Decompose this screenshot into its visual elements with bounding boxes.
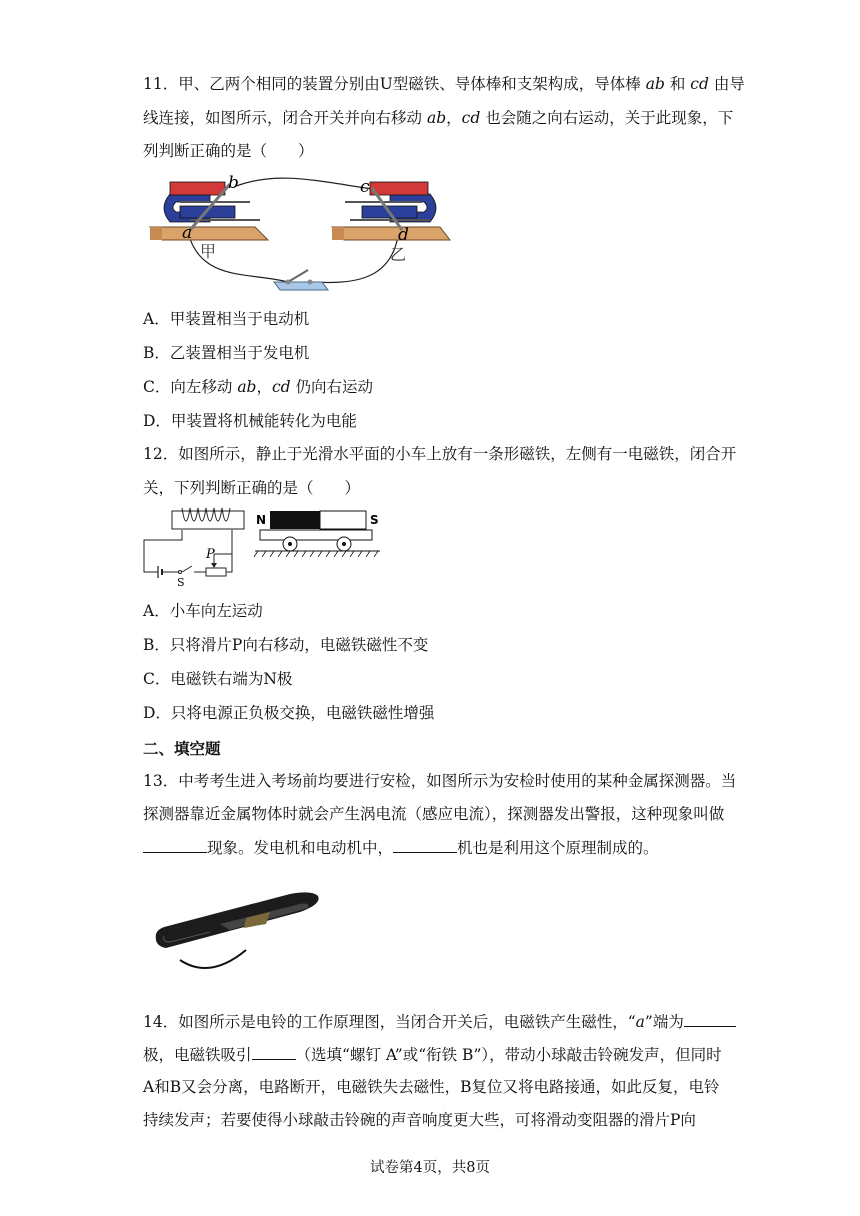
q11-option-a[interactable]: A．甲装置相当于电动机 — [143, 310, 310, 328]
q12-option-a[interactable]: A．小车向左运动 — [143, 602, 263, 620]
q12-label-p: P — [206, 547, 215, 562]
q14-line-1: 14．如图所示是电铃的工作原理图，当闭合开关后，电磁铁产生磁性，“a”端为 — [143, 1011, 736, 1032]
q12-option-d[interactable]: D．只将电源正负极交换，电磁铁磁性增强 — [143, 704, 435, 722]
q11-line-1: 11．甲、乙两个相同的装置分别由U型磁铁、导体棒和支架构成，导体棒 ab 和 cd 由导 — [143, 75, 745, 93]
q11-option-b[interactable]: B．乙装置相当于发电机 — [143, 344, 310, 362]
q11-line-2: 线连接，如图所示，闭合开关并向右移动 ab，cd 也会随之向右运动，关于此现象，下 — [143, 109, 734, 127]
q12-line-1: 12．如图所示，静止于光滑水平面的小车上放有一条形磁铁，左侧有一电磁铁，闭合开 — [143, 445, 737, 463]
q13-line-3: 现象。发电机和电动机中， 机也是利用这个原理制成的。 — [143, 837, 659, 858]
q11-label-b: b — [228, 173, 239, 193]
q13-blank-1[interactable] — [143, 837, 207, 853]
q11-figure — [140, 172, 460, 297]
q11-line-3: 列判断正确的是（ ） — [143, 142, 314, 160]
q12-label-s: S — [370, 513, 379, 527]
q12-label-n: N — [256, 513, 267, 527]
metal-detector-image — [150, 890, 330, 980]
q11-label-c: c — [360, 177, 370, 197]
q12-option-c[interactable]: C．电磁铁右端为N极 — [143, 670, 293, 688]
q12-figure — [140, 506, 390, 589]
q11-option-c[interactable]: C．向左移动 ab，cd 仍向右运动 — [143, 378, 374, 396]
q11-option-d[interactable]: D．甲装置将机械能转化为电能 — [143, 412, 357, 430]
q13-blank-2[interactable] — [393, 837, 457, 853]
q14-blank-1[interactable] — [684, 1011, 736, 1027]
q12-label-switch: S — [177, 576, 185, 589]
q13-line-2: 探测器靠近金属物体时就会产生涡电流（感应电流），探测器发出警报，这种现象叫做 — [143, 805, 725, 823]
q14-line-2: 极，电磁铁吸引 （选填“螺钉 A”或“衔铁 B”），带动小球敲击铃碗发声，但同时 — [143, 1046, 722, 1064]
section-title-fill-blank: 二、填空题 — [143, 740, 221, 758]
q11-label-yi: 乙 — [390, 245, 407, 264]
q14-blank-2[interactable] — [252, 1044, 296, 1060]
q11-label-jia: 甲 — [200, 242, 217, 261]
q12-line-2: 关，下列判断正确的是（ ） — [143, 479, 361, 497]
q14-line-3: A和B又会分离，电路断开，电磁铁失去磁性，B复位又将电路接通，如此反复，电铃 — [143, 1078, 720, 1096]
q11-label-d: d — [398, 225, 409, 245]
q13-line-1: 13．中考考生进入考场前均要进行安检，如图所示为安检时使用的某种金属探测器。当 — [143, 772, 737, 790]
q11-label-a: a — [182, 223, 193, 243]
page-footer: 试卷第4页，共8页 — [370, 1160, 490, 1176]
q14-line-4: 持续发声；若要使得小球敲击铃碗的声音响度更大些，可将滑动变阻器的滑片P向 — [143, 1111, 696, 1129]
q12-option-b[interactable]: B．只将滑片P向右移动，电磁铁磁性不变 — [143, 636, 429, 654]
